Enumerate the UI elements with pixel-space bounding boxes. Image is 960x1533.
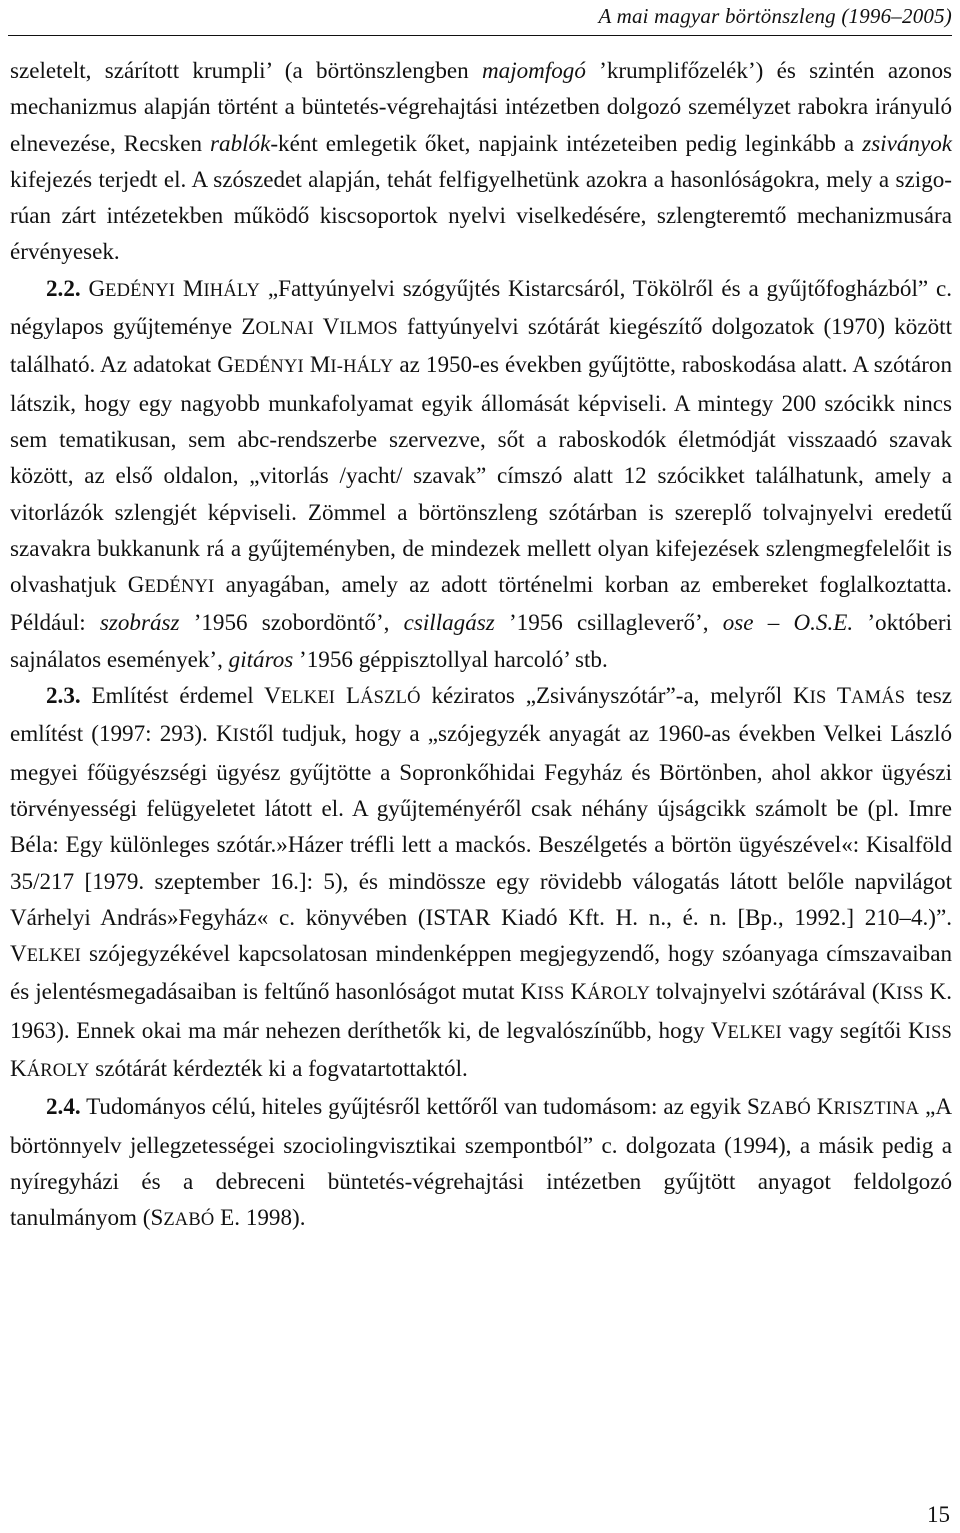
text-run: szótárát kérdezték ki a fogvatartottaktól. bbox=[89, 1055, 468, 1082]
text-run: tesz említést (1997: 293). K bbox=[10, 682, 952, 747]
author-name-smallcaps: ÁSZLÓ bbox=[360, 687, 421, 708]
text-run: tolvajnyelvi szótárával (K bbox=[649, 978, 897, 1005]
text-run: ’1956 géppisztollyal harcoló’ stb. bbox=[293, 645, 608, 672]
author-name-smallcaps: EDÉNYI bbox=[144, 576, 215, 597]
section-number: 2.3. bbox=[46, 682, 81, 709]
section-2-4 bbox=[10, 1088, 952, 1237]
text-run: K bbox=[10, 1055, 27, 1082]
text-run: V bbox=[313, 313, 340, 340]
text-run: K. 1963). Ennek okai ma már nehezen deríthetők ki, de legvalószínűbb, hogy V bbox=[10, 978, 953, 1043]
author-name-smallcaps: ISS bbox=[924, 1021, 953, 1042]
author-name-smallcaps: IHÁLY bbox=[203, 279, 261, 300]
section-2-2 bbox=[10, 270, 952, 677]
text-run: L bbox=[335, 682, 361, 709]
text-run: szójegyzékével kapcsolatosan mindenképpen megjegyzendő, hogy szóanyaga címszavaiban és jelentésmegadásaiban is feltűnő hasonlóságot mutat K bbox=[10, 940, 952, 1005]
italic-term: gitáros bbox=[228, 645, 294, 672]
text-run: Említést érdemel V bbox=[91, 682, 281, 709]
text-run: fattyúnyelvi szótárát kiegészítő dolgozatok (1970) között található. Az adatokat G bbox=[10, 313, 952, 378]
author-name-smallcaps: AMÁS bbox=[851, 687, 906, 708]
text-run: vagy segítői K bbox=[781, 1016, 925, 1043]
author-name-smallcaps: ILMOS bbox=[339, 318, 398, 339]
author-name-smallcaps: RISZTINA bbox=[833, 1098, 920, 1119]
italic-term: csillagász bbox=[403, 609, 495, 636]
text-run: „Fattyúnyelvi szógyűjtés Kistarcsáról, Tökölről és a gyűjtőfogházból” c. négylapos gyűjteménye Z bbox=[10, 274, 952, 340]
running-header-title: A mai magyar börtönszleng (1996–2005) bbox=[598, 4, 952, 28]
author-name-smallcaps: ISS bbox=[896, 983, 924, 1004]
text-run: ’krumplifőzelék’) és szintén azonos mechanizmus alapján történt a büntetés-végrehajtási intézetben dolgozó személyzet rabokra irányuló elnevezése, Recsken bbox=[10, 57, 952, 156]
text-run: T bbox=[826, 682, 852, 709]
text-run: „A börtönnyelv jellegzetességei szociolingvisztikai szempontból” c. dolgozata (1994), a másik pedig a nyíregyházi és a debreceni büntetés-végrehajtási intézetben gyűjtött anyagot feldolgozó tanulmányom (S bbox=[10, 1093, 953, 1231]
author-name-smallcaps: ÁROLY bbox=[26, 1060, 90, 1081]
text-run: M bbox=[303, 351, 331, 378]
text-run: kéziratos „Zsiványszótár”-a, melyről K bbox=[420, 682, 810, 709]
paragraph-continuation bbox=[10, 52, 952, 270]
text-run: K bbox=[564, 978, 588, 1005]
text-run: ’októberi sajnálatos események’, bbox=[10, 609, 952, 672]
author-name-smallcaps: ELKEI bbox=[280, 687, 336, 708]
author-name-smallcaps: ELKEI bbox=[727, 1021, 782, 1042]
section-number: 2.4. bbox=[46, 1093, 81, 1120]
page-number: 15 bbox=[927, 1502, 950, 1527]
text-run: től tudjuk, hogy a „szójegyzék anyagát az 1960-as években Velkei László megyei főügyészségi ügyész gyűjtötte a Sopronkőhidai Fegyház és Börtönben, ahol akkor ügyészi törvényességi felügyeletet látott el. A gyűjteményéről csak néhány újságcikk számolt be (pl. Imre Béla: Egy különleges szótár.»Házer tréfli lett a mackós. Beszélgetés a börtön ügyészével«: Kisalföld 35/217 [1979. szeptember 16.]: 5), és mindössze egy rövidebb válogatás látott belőle napvilágot Várhelyi András»Fegyház« c. könyvében (ISTAR Kiadó Kft. H. n., é. n. [Bp., 1992.] 210–4.)”. V bbox=[10, 720, 953, 967]
italic-term: rablók bbox=[210, 129, 271, 156]
text-run: ’1956 csillagleverő’, bbox=[494, 609, 723, 636]
italic-term: ose – O.S.E. bbox=[722, 609, 854, 636]
author-name-smallcaps: IS bbox=[232, 725, 250, 746]
author-name-smallcaps: OLNAI bbox=[255, 318, 314, 339]
text-run: K bbox=[810, 1093, 834, 1120]
text-run: ’1956 szobordöntő’, bbox=[179, 609, 404, 636]
text-run: Tudományos célú, hiteles gyűjtésről kettőről van tudomásom: az egyik S bbox=[86, 1093, 760, 1120]
text-run: M bbox=[175, 274, 204, 301]
author-name-smallcaps: I-​HÁLY bbox=[330, 356, 394, 377]
text-run: az 1950-es években gyűjtötte, raboskodása alatt. A szótáron látszik, hogy egy nagyobb munkafolyamat egyik állomását képviseli. A mintegy 200 szócikk nincs sem tematikusan, sem abc-rendszerbe szervezve, sőt a raboskodók életmódját visszaadó szavak között, az első oldalon, „vitorlás /yacht/ szavak” címszó alatt 12 szócikket találhatunk, amely a vitorlázók szlengjét képviseli. Zömmel a börtönszleng szótárban is szereplő tolvajnyelvi eredetű szavakra bukkanunk rá a gyűjteményben, de mindezek mellett olyan kifejezések szlengmegfelelőit is olvashatjuk G bbox=[10, 351, 952, 598]
section-number: 2.2. bbox=[46, 274, 81, 301]
author-name-smallcaps: EDÉNYI bbox=[233, 356, 304, 377]
text-run: E. 1998). bbox=[214, 1204, 306, 1231]
text-run: G bbox=[88, 274, 106, 301]
body-text bbox=[10, 52, 952, 1238]
header-divider bbox=[8, 35, 952, 36]
italic-term: zsiványok bbox=[862, 129, 952, 156]
text-run: szeletelt, szárított krumpli’ (a börtönszlengben bbox=[10, 57, 482, 83]
author-name-smallcaps: ZABÓ bbox=[759, 1098, 811, 1119]
author-name-smallcaps: ELKEI bbox=[26, 945, 82, 966]
italic-term: szobrász bbox=[99, 609, 180, 636]
author-name-smallcaps: ÁROLY bbox=[587, 983, 650, 1004]
section-2-3 bbox=[10, 677, 952, 1088]
text-run: kifejezés terjedt el. A szószedet alapján, tehát felfigyelhetünk azokra a hasonlóságokra, mely a szigorúan zárt intézetekben működő kiscsoportok nyelvi viselkedésére, szlengteremtő mechanizmusára érvényesek. bbox=[10, 165, 952, 265]
text-run: -ként emlegetik őket, napjaink intézeteiben pedig leginkább a bbox=[270, 129, 863, 156]
author-name-smallcaps: ISS bbox=[537, 983, 565, 1004]
italic-term: majomfogó bbox=[481, 57, 586, 83]
author-name-smallcaps: IS bbox=[809, 687, 827, 708]
author-name-smallcaps: ZABÓ bbox=[163, 1209, 215, 1230]
text-run: anyagában, amely az adott történelmi korban az embereket foglalkoztatta. Például: bbox=[10, 571, 952, 636]
author-name-smallcaps: EDÉNYI bbox=[105, 279, 176, 300]
